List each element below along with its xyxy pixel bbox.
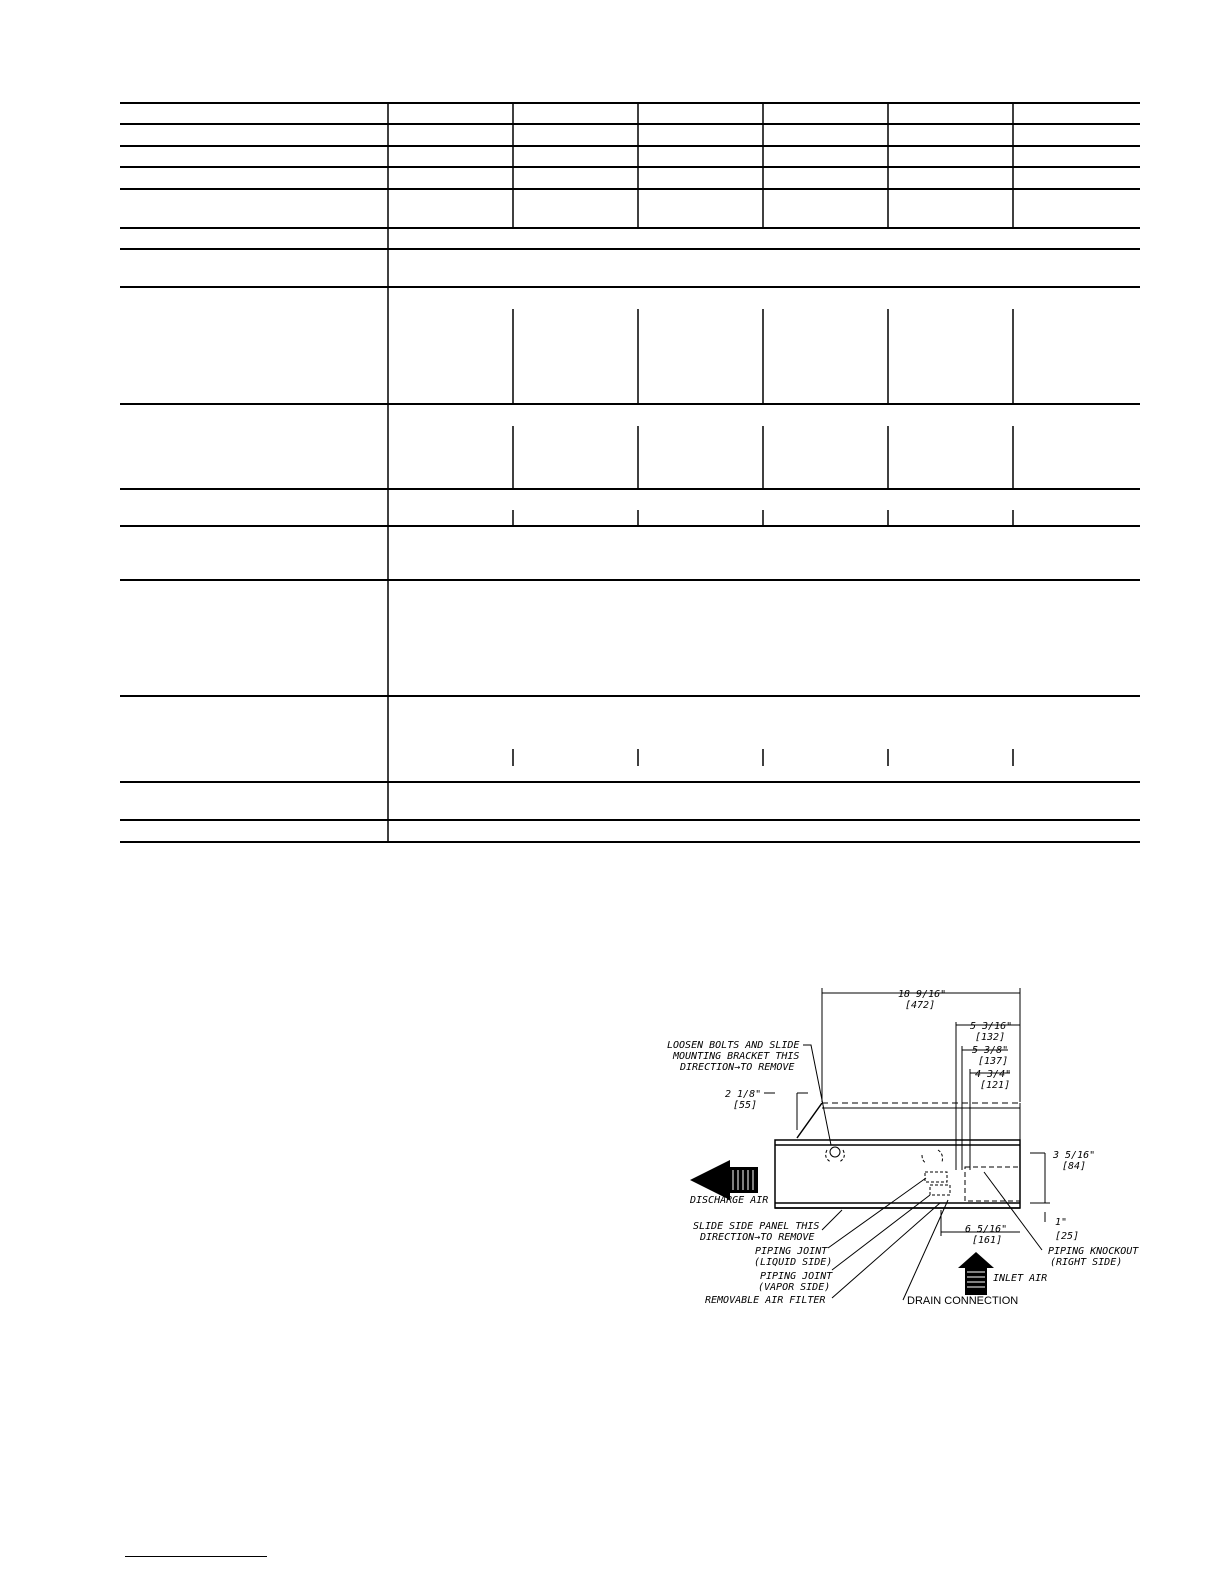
callout-drain: DRAIN CONNECTION: [907, 1295, 1019, 1307]
dim-bottom-mm: [25]: [1055, 1231, 1080, 1242]
dim-left: 2 1/8": [725, 1089, 762, 1100]
callout-side-panel-1: SLIDE SIDE PANEL THIS: [693, 1221, 820, 1232]
callout-vapor-2: (VAPOR SIDE): [758, 1282, 831, 1293]
dim-b-mm: [137]: [978, 1056, 1009, 1067]
callout-vapor-1: PIPING JOINT: [760, 1271, 833, 1282]
dim-knockout: 6 5/16": [965, 1224, 1008, 1235]
dim-left-mm: [55]: [733, 1100, 758, 1111]
dim-bottom: 1": [1055, 1217, 1068, 1228]
dim-height-mm: [84]: [1062, 1161, 1087, 1172]
dim-b: 5 3/8": [972, 1045, 1009, 1056]
dim-a: 5 3/16": [970, 1021, 1013, 1032]
dim-c-mm: [121]: [980, 1080, 1011, 1091]
dim-knockout-mm: [161]: [972, 1235, 1003, 1246]
callout-inlet: INLET AIR: [993, 1273, 1048, 1284]
footnote-rule: [125, 1556, 267, 1557]
callout-filter: REMOVABLE AIR FILTER: [705, 1295, 826, 1306]
callout-knockout-1: PIPING KNOCKOUT: [1048, 1246, 1139, 1257]
dim-overall-width: 18 9/16": [898, 989, 947, 1000]
callout-bracket-2: MOUNTING BRACKET THIS: [673, 1051, 800, 1062]
callout-discharge: DISCHARGE AIR: [690, 1195, 769, 1206]
callout-side-panel-2: DIRECTION→TO REMOVE: [700, 1232, 815, 1243]
dim-a-mm: [132]: [975, 1032, 1006, 1043]
callout-liquid-2: (LIQUID SIDE): [754, 1257, 833, 1268]
callout-bracket-1: LOOSEN BOLTS AND SLIDE: [667, 1040, 800, 1051]
inlet-air-arrow-icon: [958, 1252, 994, 1295]
callout-knockout-2: (RIGHT SIDE): [1050, 1257, 1123, 1268]
dim-overall-width-mm: [472]: [905, 1000, 936, 1011]
dim-c: 4 3/4": [975, 1069, 1012, 1080]
callout-bracket-3: DIRECTION→TO REMOVE: [680, 1062, 795, 1073]
dim-height: 3 5/16": [1053, 1150, 1096, 1161]
callout-liquid-1: PIPING JOINT: [755, 1246, 828, 1257]
